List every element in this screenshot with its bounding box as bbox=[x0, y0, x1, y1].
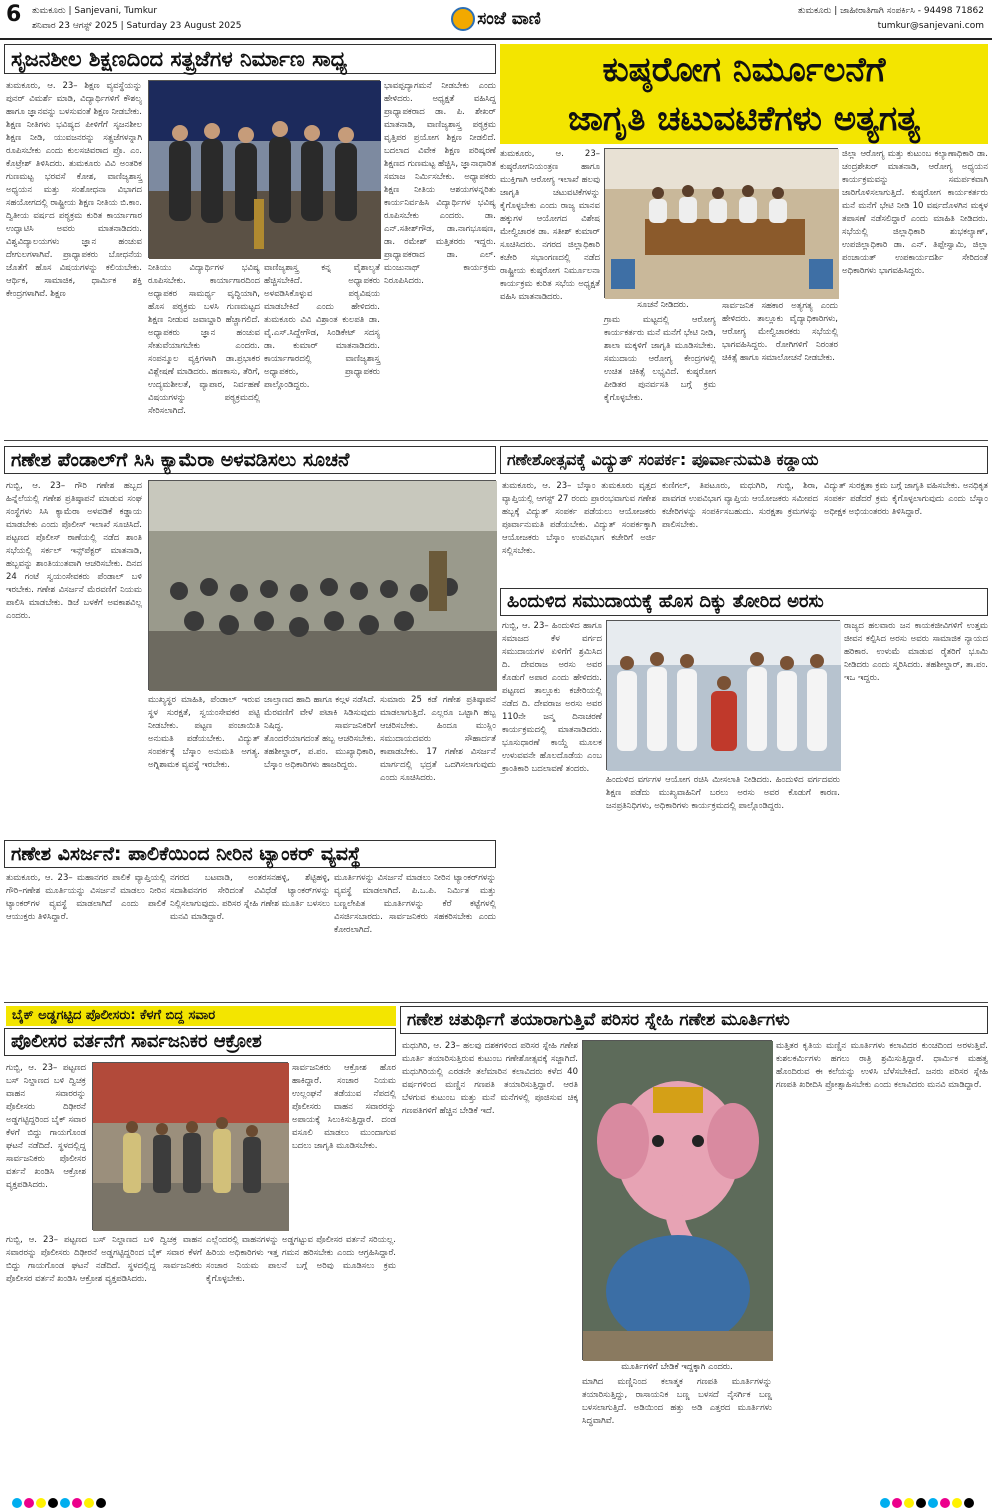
photo-caption: ಸೂಚನೆ ನೀಡಿದರು. bbox=[637, 300, 689, 310]
article-column: ಗುಬ್ಬಿ, ಆ. 23– ಗೌರಿ ಗಣೇಶ ಹಬ್ಬದ ಹಿನ್ನೆಲೆಯಲ್ಲಿ ಗಣೇಶ ಪ್ರತಿಷ್ಠಾಪನೆ ಮಾಡುವ ಸಂಘ ಸಂಸ್ಥೆಗಳು ಸಿಸಿ ಕ್ಯಾಮೆರಾ ಅಳವಡಿಕೆ ಕಡ್ಡಾಯ ಮಾಡಬೇಕು ಎಂದು ಪೊಲೀಸ್ ಇಲಾಖೆ ಸೂಚಿಸಿದೆ. ಪಟ್ಟಣದ ಪೊಲೀಸ್ ಠಾಣೆಯಲ್ಲಿ ನಡೆದ ಶಾಂತಿ ಸಭೆಯಲ್ಲಿ ಸರ್ಕಲ್ ಇನ್ಸ್‌ಪೆಕ್ಟರ್ ಮಾತನಾಡಿ, ಹಬ್ಬವನ್ನು ಶಾಂತಿಯುತವಾಗಿ ಆಚರಿಸಬೇಕು. ದಿನದ 24 ಗಂಟೆ ಸ್ವಯಂಸೇವಕರು ಪೆಂಡಾಲ್ ಬಳಿ ಇರಬೇಕು. ಗಣೇಶ ವಿಸರ್ಜನೆ ಮೆರವಣಿಗೆ ನಿಯಮ ಪಾಲಿಸಿ ಮಾಡಬೇಕು. ಡಿಜೆ ಬಳಕೆಗೆ ಅವಕಾಶವಿಲ್ಲ ಎಂದರು. bbox=[6, 481, 142, 621]
article-headline: ಕುಷ್ಠರೋಗ ನಿರ್ಮೂಲನೆಗೆ bbox=[500, 44, 988, 96]
article-headline: ಹಿಂದುಳಿದ ಸಮುದಾಯಕ್ಕೆ ಹೊಸ ದಿಕ್ಕು ತೋರಿದ ಅರಸು bbox=[500, 588, 988, 616]
article-column: ನೀತಿಯು ವಿದ್ಯಾರ್ಥಿಗಳ ಭವಿಷ್ಯ ರೂಪಿಸಬೇಕು. ಕಾರ್ಯಾಗಾರದಿಂದ ಅಧ್ಯಾಪಕರ ಸಾಮರ್ಥ್ಯ ವೃದ್ಧಿಯಾಗಿ, ಹೊಸ ಪಠ್ಯಕ್ರಮ ಬಳಸಿ ಗುಣಮಟ್ಟದ ಶಿಕ್ಷಣ ನೀಡುವ ಜವಾಬ್ದಾರಿ ಹೆಚ್ಚಾಗಲಿದೆ. ಅಧ್ಯಾಪಕರು ಜ್ಞಾನ ಹಂಚುವ ಸೇತುವೆಯಾಗಬೇಕು ಎಂದರು. ಸಂಪನ್ಮೂಲ ವ್ಯಕ್ತಿಗಳಾಗಿ ಡಾ.ಪ್ರಭಾಕರ ವಿಶ್ಲೇಷಣೆ ಮಾಡಿದರು. ಹಣಕಾಸು, ತೆರಿಗೆ, ಉದ್ಯಮಶೀಲತೆ, ವ್ಯಾಪಾರ, ನಿರ್ವಹಣೆ ವಿಷಯಗಳನ್ನು ಪಠ್ಯಕ್ರಮದಲ್ಲಿ ಸೇರಿಸಲಾಗಿದೆ. bbox=[148, 263, 260, 416]
article-column: ಕುಣಿಗಲ್, ತಿಪಟೂರು, ಮಧುಗಿರಿ, ಗುಬ್ಬಿ, ಶಿರಾ, ಪಾವಗಡ ಉಪವಿಭಾಗ ವ್ಯಾಪ್ತಿಯ ಆಯೋಜಕರು ಸಮೀಪದ ಕಚೇರಿಗಳನ್ನು ಸಂಪರ್ಕಿಸಬಹುದು. ಸುರಕ್ಷತಾ ಕ್ರಮಗಳನ್ನು ಪಾಲಿಸಬೇಕು. bbox=[662, 481, 818, 530]
date-line: ಶನಿವಾರ 23 ಆಗಸ್ಟ್ 2025 | Saturday 23 August 2025 bbox=[32, 21, 242, 31]
article-column: ಮಧುಗಿರಿ, ಆ. 23– ಹಲವು ದಶಕಗಳಿಂದ ಪರಿಸರ ಸ್ನೇಹಿ ಗಣೇಶ ಮೂರ್ತಿ ತಯಾರಿಸುತ್ತಿರುವ ಕುಟುಂಬ ಗಣೇಶೋತ್ಸವಕ್ಕೆ ಸಜ್ಜಾಗಿದೆ. ಮಧುಗಿರಿಯಲ್ಲಿ ಎರಡನೇ ತಲೆಮಾರಿನ ಕಲಾವಿದರು ಕಳೆದ 40 ವರ್ಷಗಳಿಂದ ಮಣ್ಣಿನ ಗಣಪತಿ ತಯಾರಿಸುತ್ತಿದ್ದಾರೆ. ಆರತಿ ಬೆಳಗುವ ಕುಟುಂಬ ಮತ್ತು ಮನೆ ಮನೆಗಳಲ್ಲಿ ಪೂಜಿಸುವ ಚಿಕ್ಕ ಗಣಪತಿಗಳಿಗೆ ಹೆಚ್ಚಿನ ಬೇಡಿಕೆ ಇದೆ. bbox=[402, 1041, 578, 1116]
article-column: ಸಾರ್ವಜನಿಕರು ಆಕ್ರೋಶ ಹೊರ ಹಾಕಿದ್ದಾರೆ. ಸಂಚಾರ ನಿಯಮ ಉಲ್ಲಂಘನೆ ತಡೆಯುವ ನೆಪದಲ್ಲಿ ಪೊಲೀಸರು ವಾಹನ ಸವಾರರನ್ನು ಅಪಾಯಕ್ಕೆ ಸಿಲುಕಿಸುತ್ತಿದ್ದಾರೆ. ದಂಡ ವಸೂಲಿ ಮಾಡಲು ಮುಂದಾಗುವ ಬದಲು ಜಾಗೃತಿ ಮೂಡಿಸಬೇಕು. bbox=[292, 1063, 396, 1151]
article-headline: ಜಾಗೃತಿ ಚಟುವಟಿಕೆಗಳು ಅತ್ಯಗತ್ಯ bbox=[500, 96, 988, 144]
article-column: ಸುಮಾರು 25 ಕಡೆ ಗಣೇಶ ಪ್ರತಿಷ್ಠಾಪನೆ ಮಾಡಲಾಗುತ್ತಿದೆ. ಎಲ್ಲರೂ ಒಟ್ಟಾಗಿ ಹಬ್ಬ ಆಚರಿಸಬೇಕು. ಹಿಂದೂ ಮುಸ್ಲಿಂ ಸಮುದಾಯದವರು ಸೌಹಾರ್ದತೆ ಕಾಪಾಡಬೇಕು. 17 ಗಣೇಶ ವಿಸರ್ಜನೆ ಮಾರ್ಗದಲ್ಲಿ ಭದ್ರತೆ ಒದಗಿಸಲಾಗುವುದು ಎಂದು ಸೂಚಿಸಿದರು. bbox=[380, 695, 496, 783]
article-column: ಗುಬ್ಬಿ, ಆ. 23– ಹಿಂದುಳಿದ ಹಾಗೂ ಸಮಾಜದ ಕೆಳ ವರ್ಗದ ಸಮುದಾಯಗಳ ಏಳಿಗೆಗೆ ಶ್ರಮಿಸಿದ ದಿ. ದೇವರಾಜ ಅರಸು ಅವರ ಕೊಡುಗೆ ಅಪಾರ ಎಂದು ಹೇಳಿದರು. ಪಟ್ಟಣದ ತಾಲ್ಲೂಕು ಕಚೇರಿಯಲ್ಲಿ ನಡೆದ ದಿ. ದೇವರಾಜ ಅರಸು ಅವರ 110ನೇ ಜನ್ಮ ದಿನಾಚರಣೆ ಕಾರ್ಯಕ್ರಮದಲ್ಲಿ ಮಾತನಾಡಿದರು. ಭೂಸುಧಾರಣೆ ಕಾಯ್ದೆ ಮೂಲಕ ಉಳುವವನೇ ಹೊಲದೊಡೆಯ ಎಂಬ ಕ್ರಾಂತಿಕಾರಿ ಬದಲಾವಣೆ ತಂದರು. bbox=[502, 621, 602, 774]
article-photo bbox=[148, 480, 496, 690]
article-column: ವಾಣಿಜ್ಯಶಾಸ್ತ್ರ ಕನ್ನ ವೈಶಾಲ್ಯತೆ ಹೆಚ್ಚಿಸಬೇಕಿದೆ. ಅಧ್ಯಾಪಕರು ಅಳವಡಿಸಿಕೊಳ್ಳುವ ಪಠ್ಯವಿಷಯ ಮಾಡಬೇಕಿದೆ ಎಂದು ಹೇಳಿದರು. ತುಮಕೂರು ವಿವಿ ವಿಶ್ರಾಂತ ಕುಲಪತಿ ಡಾ. ವೈ.ಎಸ್.ಸಿದ್ದೇಗೌಡ, ಸಿಂಡಿಕೇಟ್ ಸದಸ್ಯ ಡಾ. ಕುಮಾರ್ ಮಾತನಾಡಿದರು. ಕಾರ್ಯಾಗಾರದಲ್ಲಿ ವಾಣಿಜ್ಯಶಾಸ್ತ್ರ ಅಧ್ಯಾಪಕರು, ಪ್ರಾಧ್ಯಾಪಕರು ಪಾಲ್ಗೊಂಡಿದ್ದರು. bbox=[264, 263, 380, 390]
article-column: ತುಮಕೂರು, ಆ. 23– ಶಿಕ್ಷಣ ವ್ಯವಸ್ಥೆಯನ್ನು ಪುನರ್ ವಿಮರ್ಶೆ ಮಾಡಿ, ವಿದ್ಯಾರ್ಥಿಗಳಿಗೆ ಕೌಶಲ್ಯ ಹಾಗೂ ಜ್ಞಾನವನ್ನು ಬಳಸುವಂತೆ ಶಿಕ್ಷಣ ನೀಡಬೇಕು. ಶಿಕ್ಷಣ ನೀತಿಗಳು ಭವಿಷ್ಯದ ಪೀಳಿಗೆಗೆ ಸೃಜನಶೀಲ ಶಿಕ್ಷಣ ನೀಡಿ, ಯುವಜನರನ್ನು ಸತ್ಪ್ರಜೆಗಳನ್ನಾಗಿ ರೂಪಿಸಬೇಕು ಎಂದು ಕುಲಸಚಿವರಾದ ಪ್ರೊ. ಎಂ. ಕೊಟ್ರೇಶ್ ತಿಳಿಸಿದರು. ತುಮಕೂರು ವಿವಿ ಅಂತರಿಕ ಗುಣಮಟ್ಟ ಭರವಸೆ ಕೋಶ, ವಾಣಿಜ್ಯಶಾಸ್ತ್ರ ಅಧ್ಯಯನ ಮತ್ತು ಸಂಶೋಧನಾ ವಿಭಾಗದ ಸಹಯೋಗದಲ್ಲಿ ರಾಷ್ಟ್ರೀಯ ಶಿಕ್ಷಣ ನೀತಿಯ ಬಿ.ಕಾಂ. ದ್ವಿತೀಯ ವರ್ಷದ ಪಠ್ಯಕ್ರಮ ಕುರಿತ ಕಾರ್ಯಾಗಾರ ಉದ್ಘಾಟಿಸಿ ಅವರು ಮಾತನಾಡಿದರು. ವಿಶ್ವವಿದ್ಯಾಲಯಗಳು ಜ್ಞಾನ ಹಂಚುವ ದೇಗುಲಗಳಾಗಿವೆ. ಪ್ರಾಧ್ಯಾಪಕರು ಬೋಧನೆಯ ಜೊತೆಗೆ ಹೊಸ ವಿಷಯಗಳನ್ನು ಕಲಿಯಬೇಕು. ಆರ್ಥಿಕ, ಸಾಮಾಜಿಕ, ಧಾರ್ಮಿಕ ಶಕ್ತಿ ಕೇಂದ್ರಗಳಾಗಿವೆ. ಶಿಕ್ಷಣ bbox=[6, 81, 142, 299]
registration-marks bbox=[880, 1493, 990, 1505]
article-kicker: ಬೈಕ್ ಅಡ್ಡಗಟ್ಟಿದ ಪೊಲೀಸರು: ಕೆಳಗೆ ಬಿದ್ದ ಸವಾರ bbox=[6, 1006, 396, 1026]
section-divider bbox=[4, 440, 988, 441]
street-incident-photo bbox=[93, 1063, 289, 1231]
contact-email[interactable]: tumkur@sanjevani.com bbox=[877, 21, 984, 31]
article-headline: ಪೊಲೀಸರ ವರ್ತನೆಗೆ ಸಾರ್ವಜನಿಕರ ಆಕ್ರೋಶ bbox=[4, 1028, 396, 1056]
article-photo bbox=[92, 1062, 288, 1230]
section-divider bbox=[4, 1002, 988, 1003]
masthead bbox=[0, 0, 992, 40]
meeting-photo bbox=[605, 149, 839, 299]
article-column: ತುಮಕೂರು, ಆ. 23– ಮಹಾನಗರ ಪಾಲಿಕೆ ವ್ಯಾಪ್ತಿಯಲ್ಲಿ ಗೌರಿ–ಗಣೇಶ ಮೂರ್ತಿಯನ್ನು ವಿಸರ್ಜನೆ ಮಾಡಲು ನೀರಿನ ಟ್ಯಾಂಕರ್‌ಗಳ ವ್ಯವಸ್ಥೆ ಮಾಡಲಾಗಿದೆ ಎಂದು ಪಾಲಿಕೆ ಆಯುಕ್ತರು ತಿಳಿಸಿದ್ದಾರೆ. bbox=[6, 873, 166, 922]
article-photo bbox=[148, 80, 380, 258]
logo-text: ಸಂಜೆ ವಾಣಿ bbox=[477, 9, 541, 29]
article-column: ವಿದ್ಯುತ್ ಸುರಕ್ಷತಾ ಕ್ರಮ ಬಗ್ಗೆ ಜಾಗೃತಿ ವಹಿಸಬೇಕು. ಅನಧಿಕೃತ ಸಂಪರ್ಕ ಪಡೆದರೆ ಕ್ರಮ ಕೈಗೊಳ್ಳಲಾಗುವುದು ಎಂದು ಬೆಸ್ಕಾಂ ಅಧೀಕ್ಷಕ ಅಭಿಯಂತರರು ತಿಳಿಸಿದ್ದಾರೆ. bbox=[824, 481, 988, 517]
article-column: ಭಾವಪ್ಪದ್ಯಾಗಮನೆ ನೀಡಬೇಕು ಎಂದು ಹೇಳಿದರು. ಅಧ್ಯಕ್ಷತೆ ವಹಿಸಿದ್ದ ಪ್ರಾಧ್ಯಾಪಕರಾದ ಡಾ. ಪಿ. ಶೇಖರ್ ಮಾತನಾಡಿ, ವಾಣಿಜ್ಯಶಾಸ್ತ್ರ ಪಠ್ಯಕ್ರಮ ವೃತ್ತಿಪರ ಪ್ರಯೋಗ ಶಿಕ್ಷಣ ನೀಡಲಿದೆ. ಬದಲಾದ ವಿವೇಕ ಶಿಕ್ಷಣ ಪರಿಷ್ಕರಣೆ ಶಿಕ್ಷಣದ ಗುಣಮಟ್ಟ ಹೆಚ್ಚಿಸಿ, ಜ್ಞಾನಾಧಾರಿತ ಸಮಾಜ ನಿರ್ಮಿಸಬೇಕು. ಅಧ್ಯಾಪಕರು ಶಿಕ್ಷಣ ನೀತಿಯ ಆಶಯಗಳನ್ನರಿತು ಕಾರ್ಯನಿರ್ವಹಿಸಿ ವಿದ್ಯಾರ್ಥಿಗಳ ಭವಿಷ್ಯ ರೂಪಿಸಬೇಕು ಎಂದರು. ಡಾ. ಎನ್.ಸತೀಶ್‌ಗೌಡ, ಡಾ.ನಾಗಭೂಷಣ, ಡಾ. ರಮೇಶ್ ಮತ್ತಿತರರು ಇದ್ದರು. ಪ್ರಾಧ್ಯಾಪಕರಾದ ಡಾ. ಎಲ್. ಮಂಜುನಾಥ್ ಕಾರ್ಯಕ್ರಮ ನಿರೂಪಿಸಿದರು. bbox=[384, 81, 496, 286]
newspaper-logo bbox=[440, 4, 550, 34]
registration-marks bbox=[12, 1493, 132, 1505]
article-headline: ಸೃಜನಶೀಲ ಶಿಕ್ಷಣದಿಂದ ಸತ್ಪ್ರಜೆಗಳ ನಿರ್ಮಾಣ ಸಾಧ್ಯ bbox=[4, 44, 496, 74]
article-column: ಮೂರ್ತಿಗಳನ್ನು ವಿಸರ್ಜನೆ ಮಾಡಲು ನೀರಿನ ಟ್ಯಾಂಕರ್‌ಗಳನ್ನು ವ್ಯವಸ್ಥೆ ಮಾಡಲಾಗಿದೆ. ಪಿ.ಒ.ಪಿ. ನಿರ್ಮಿತ ಮತ್ತು ಬಣ್ಣಲೇಪಿತ ಮೂರ್ತಿಗಳನ್ನು ಕೆರೆ ಕಟ್ಟೆಗಳಲ್ಲಿ ವಿಸರ್ಜಿಸಬಾರದು. ಸಾರ್ವಜನಿಕರು ಸಹಕರಿಸಬೇಕು ಎಂದು ಕೋರಲಾಗಿದೆ. bbox=[334, 873, 496, 935]
photo-caption: ಮೂರ್ತಿಗಳಿಗೆ ಬೇಡಿಕೆ ಇದ್ದಕ್ಕಾಗಿ ಎಂದರು. bbox=[621, 1362, 733, 1372]
article-column: ಎಲ್ಲೆಂದರಲ್ಲಿ ವಾಹನಗಳನ್ನು ಅಡ್ಡಗಟ್ಟುವ ಪೊಲೀಸರ ವರ್ತನೆ ಸರಿಯಲ್ಲ. ಹಿರಿಯ ಅಧಿಕಾರಿಗಳು ಇತ್ತ ಗಮನ ಹರಿಸಬೇಕು ಎಂದು ಆಗ್ರಹಿಸಿದ್ದಾರೆ. ಸಂಚಾರ ನಿಯಮ ಪಾಲನೆ ಬಗ್ಗೆ ಅರಿವು ಮೂಡಿಸಲು ಕ್ರಮ ಕೈಗೊಳ್ಳಬೇಕು. bbox=[206, 1235, 396, 1284]
article-photo bbox=[604, 148, 838, 298]
article-photo bbox=[582, 1040, 772, 1360]
edition-line: ತುಮಕೂರು | Sanjevani, Tumkur bbox=[32, 6, 158, 16]
felicitation-photo bbox=[607, 621, 841, 771]
ganesha-idol-photo bbox=[583, 1041, 773, 1361]
ceremony-photo bbox=[149, 81, 381, 259]
article-column: ತುಮಕೂರು, ಆ. 23– ಕುಷ್ಠರೋಗನಿಯಂತ್ರಣ ಹಾಗೂ ಮುಕ್ತಿಗಾಗಿ ಆರೋಗ್ಯ ಇಲಾಖೆ ಹಲವು ಜಾಗೃತಿ ಚಟುವಟಿಕೆಗಳನ್ನು ಕೈಗೊಳ್ಳಬೇಕು ಎಂದು ರಾಜ್ಯ ಮಾನವ ಹಕ್ಕುಗಳ ಆಯೋಗದ ವಿಶೇಷ ಮೇಲ್ವಿಚಾರಕ ಡಾ. ಸತೀಶ್ ಕುಮಾರ್ ಸೂಚಿಸಿದರು. ನಗರದ ಜಿಲ್ಲಾಧಿಕಾರಿ ಕಚೇರಿ ಸಭಾಂಗಣದಲ್ಲಿ ನಡೆದ ರಾಷ್ಟ್ರೀಯ ಕುಷ್ಠರೋಗ ನಿರ್ಮೂಲನಾ ಕಾರ್ಯಕ್ರಮ ಕುರಿತ ಸಭೆಯ ಅಧ್ಯಕ್ಷತೆ ವಹಿಸಿ ಮಾತನಾಡಿದರು. bbox=[500, 149, 600, 302]
article-column: ಗುಬ್ಬಿ, ಆ. 23– ಪಟ್ಟಣದ ಬಸ್ ನಿಲ್ದಾಣದ ಬಳಿ ದ್ವಿಚಕ್ರ ವಾಹನ ಸವಾರರನ್ನು ಪೊಲೀಸರು ದಿಢೀರನೆ ಅಡ್ಡಗಟ್ಟಿದ್ದರಿಂದ ಬೈಕ್ ಸವಾರ ಕೆಳಗೆ ಬಿದ್ದು ಗಾಯಗೊಂಡ ಘಟನೆ ನಡೆದಿದೆ. ಸ್ಥಳದಲ್ಲಿದ್ದ ಸಾರ್ವಜನಿಕರು ಪೊಲೀಸರ ವರ್ತನೆ ಖಂಡಿಸಿ ಆಕ್ರೋಶ ವ್ಯಕ್ತಪಡಿಸಿದರು. bbox=[6, 1063, 86, 1190]
article-column: ಸಾರ್ವಜನಿಕ ಸಹಕಾರ ಅತ್ಯಗತ್ಯ ಎಂದು ಹೇಳಿದರು. ತಾಲ್ಲೂಕು ವೈದ್ಯಾಧಿಕಾರಿಗಳು, ಆರೋಗ್ಯ ಮೇಲ್ವಿಚಾರಕರು ಸಭೆಯಲ್ಲಿ ಭಾಗವಹಿಸಿದ್ದರು. ರೋಗಿಗಳಿಗೆ ನಿರಂತರ ಚಿಕಿತ್ಸೆ ಹಾಗೂ ಸಮಾಲೋಚನೆ ನೀಡಬೇಕು. bbox=[722, 301, 838, 363]
article-column: ಗ್ರಾಮ ಮಟ್ಟದಲ್ಲಿ ಆರೋಗ್ಯ ಕಾರ್ಯಕರ್ತರು ಮನೆ ಮನೆಗೆ ಭೇಟಿ ನೀಡಿ, ಶಾಲಾ ಮಕ್ಕಳಿಗೆ ಜಾಗೃತಿ ಮೂಡಿಸಬೇಕು. ಸಮುದಾಯ ಆರೋಗ್ಯ ಕೇಂದ್ರಗಳಲ್ಲಿ ಉಚಿತ ಚಿಕಿತ್ಸೆ ಲಭ್ಯವಿದೆ. ಕುಷ್ಠರೋಗ ಪೀಡಿತರ ಪುನರ್ವಸತಿ ಬಗ್ಗೆ ಕ್ರಮ ಕೈಗೊಳ್ಳಬೇಕು. bbox=[604, 315, 716, 403]
article-column: ಮುಖ್ಯಸ್ಥರ ಮಾಹಿತಿ, ಪೆಂಡಾಲ್ ಇರುವ ಸ್ಥಳ ಸುರಕ್ಷತೆ, ಸ್ವಯಂಸೇವಕರ ಪಟ್ಟಿ ನೀಡಬೇಕು. ಪಟ್ಟಣ ಪಂಚಾಯಿತಿ ಅನುಮತಿ ಪಡೆಯಬೇಕು. ವಿದ್ಯುತ್ ಸಂಪರ್ಕಕ್ಕೆ ಬೆಸ್ಕಾಂ ಅನುಮತಿ ಅಗತ್ಯ. ಅಗ್ನಿಶಾಮಕ ವ್ಯವಸ್ಥೆ ಇರಬೇಕು. bbox=[148, 695, 260, 770]
article-column: ಗುಬ್ಬಿ, ಆ. 23– ಪಟ್ಟಣದ ಬಸ್ ನಿಲ್ದಾಣದ ಬಳಿ ದ್ವಿಚಕ್ರ ವಾಹನ ಸವಾರರನ್ನು ಪೊಲೀಸರು ದಿಢೀರನೆ ಅಡ್ಡಗಟ್ಟಿದ್ದರಿಂದ ಬೈಕ್ ಸವಾರ ಕೆಳಗೆ ಬಿದ್ದು ಗಾಯಗೊಂಡ ಘಟನೆ ನಡೆದಿದೆ. ಸ್ಥಳದಲ್ಲಿದ್ದ ಸಾರ್ವಜನಿಕರು ಪೊಲೀಸರ ವರ್ತನೆ ಖಂಡಿಸಿ ಆಕ್ರೋಶ ವ್ಯಕ್ತಪಡಿಸಿದರು. bbox=[6, 1235, 202, 1284]
article-photo bbox=[606, 620, 840, 770]
article-column: ಹಿಂದುಳಿದ ವರ್ಗಗಳ ಆಯೋಗ ರಚಿಸಿ ಮೀಸಲಾತಿ ನೀಡಿದರು. ಹಿಂದುಳಿದ ವರ್ಗದವರು ಶಿಕ್ಷಣ ಪಡೆದು ಮುಖ್ಯವಾಹಿನಿಗೆ ಬರಲು ಅರಸು ಅವರ ಕೊಡುಗೆ ಕಾರಣ. ಜನಪ್ರತಿನಿಧಿಗಳು, ಅಧಿಕಾರಿಗಳು ಕಾರ್ಯಕ್ರಮದಲ್ಲಿ ಪಾಲ್ಗೊಂಡಿದ್ದರು. bbox=[606, 775, 840, 811]
sun-emblem-icon bbox=[451, 7, 475, 31]
page-number: 6 bbox=[6, 2, 22, 27]
article-column: ನಗರದ ಬಟವಾಡಿ, ಅಂತರಸನಹಳ್ಳಿ, ಶೆಟ್ಟಿಹಳ್ಳಿ, ಸದಾಶಿವನಗರ ಸೇರಿದಂತೆ ವಿವಿಧೆಡೆ ಟ್ಯಾಂಕರ್‌ಗಳನ್ನು ನಿಲ್ಲಿಸಲಾಗುವುದು. ಪರಿಸರ ಸ್ನೇಹಿ ಗಣೇಶ ಮೂರ್ತಿ ಬಳಸಲು ಮನವಿ ಮಾಡಿದ್ದಾರೆ. bbox=[170, 873, 330, 922]
article-column: ಮಾಗಿದ ಮಣ್ಣಿನಿಂದ ಕಲಾತ್ಮಕ ಗಣಪತಿ ಮೂರ್ತಿಗಳನ್ನು ತಯಾರಿಸುತ್ತಿದ್ದು, ರಾಸಾಯನಿಕ ಬಣ್ಣ ಬಳಸದೆ ನೈಸರ್ಗಿಕ ಬಣ್ಣ ಬಳಸಲಾಗುತ್ತಿದೆ. ಅಡಿಯಿಂದ ಹತ್ತು ಅಡಿ ಎತ್ತರದ ಮೂರ್ತಿಗಳು ಸಿದ್ಧವಾಗಿವೆ. bbox=[582, 1377, 772, 1426]
article-column: ಮತ್ತಿತರ ಕೃತಿಯ ಮಣ್ಣಿನ ಮೂರ್ತಿಗಳು ಕಲಾವಿದರ ಕುಂಚದಿಂದ ಅರಳುತ್ತಿವೆ. ಕುಶಲಕರ್ಮಿಗಳು ಹಗಲು ರಾತ್ರಿ ಶ್ರಮಿಸುತ್ತಿದ್ದಾರೆ. ಧಾರ್ಮಿಕ ಮಹತ್ವ ಹೊಂದಿರುವ ಈ ಕಲೆಯನ್ನು ಉಳಿಸಿ ಬೆಳೆಸಬೇಕಿದೆ. ಜನರು ಪರಿಸರ ಸ್ನೇಹಿ ಗಣಪತಿ ಖರೀದಿಸಿ ಪ್ರೋತ್ಸಾಹಿಸಬೇಕು ಎಂದು ಕಲಾವಿದರು ಮನವಿ ಮಾಡಿದ್ದಾರೆ. bbox=[776, 1041, 988, 1090]
article-column: ರಾಜ್ಯದ ಹಲವಾರು ಜನ ಕಾಯಕಜೀವಿಗಳಿಗೆ ಉತ್ತಮ ಜೀವನ ಕಲ್ಪಿಸಿದ ಅರಸು ಅವರು ಸಾಮಾಜಿಕ ನ್ಯಾಯದ ಹರಿಕಾರ. ಉಳುಮೆ ಮಾಡುವ ರೈತರಿಗೆ ಭೂಮಿ ನೀಡಿದರು ಎಂದು ಸ್ಮರಿಸಿದರು. ತಹಶೀಲ್ದಾರ್, ತಾ.ಪಂ. ಇಒ ಇದ್ದರು. bbox=[844, 621, 988, 683]
article-headline: ಗಣೇಶೋತ್ಸವಕ್ಕೆ ವಿದ್ಯುತ್ ಸಂಪರ್ಕ: ಪೂರ್ವಾನುಮತಿ ಕಡ್ಡಾಯ bbox=[500, 446, 988, 474]
meeting-crowd-photo bbox=[149, 481, 497, 691]
article-headline: ಗಣೇಶ ಪೆಂಡಾಲ್‌ಗೆ ಸಿಸಿ ಕ್ಯಾಮೆರಾ ಅಳವಡಿಸಲು ಸೂಚನೆ bbox=[4, 446, 496, 474]
article-column: ತುಮಕೂರು, ಆ. 23– ಬೆಸ್ಕಾಂ ತುಮಕೂರು ವೃತ್ತದ ವ್ಯಾಪ್ತಿಯಲ್ಲಿ ಆಗಸ್ಟ್ 27 ರಂದು ಪ್ರಾರಂಭವಾಗುವ ಗಣೇಶ ಹಬ್ಬಕ್ಕೆ ವಿದ್ಯುತ್ ಸಂಪರ್ಕ ಪಡೆಯಲು ಆಯೋಜಕರು ಪೂರ್ವಾನುಮತಿ ಪಡೆಯಬೇಕು. ವಿದ್ಯುತ್ ಸಂಪರ್ಕಕ್ಕಾಗಿ ಆಯೋಜಕರು ಬೆಸ್ಕಾಂ ಉಪವಿಭಾಗ ಕಚೇರಿಗೆ ಅರ್ಜಿ ಸಲ್ಲಿಸಬೇಕು. bbox=[502, 481, 656, 556]
article-column: ಜಿಲ್ಲಾ ಆರೋಗ್ಯ ಮತ್ತು ಕುಟುಂಬ ಕಲ್ಯಾಣಾಧಿಕಾರಿ ಡಾ. ಚಂದ್ರಶೇಖರ್ ಮಾತನಾಡಿ, ಆರೋಗ್ಯ ಅಧ್ಯಯನ ಕಾರ್ಯಕ್ರಮವನ್ನು ಸಮರ್ಪಕವಾಗಿ ಜಾರಿಗೊಳಿಸಲಾಗುತ್ತಿದೆ. ಕುಷ್ಠರೋಗ ಕಾರ್ಯಕರ್ತರು ಮನೆ ಮನೆಗೆ ಭೇಟಿ ನೀಡಿ 10 ವರ್ಷದೊಳಗಿನ ಮಕ್ಕಳ ತಪಾಸಣೆ ನಡೆಸಲಿದ್ದಾರೆ ಎಂದು ಮಾಹಿತಿ ನೀಡಿದರು. ಸಭೆಯಲ್ಲಿ ಜಿಲ್ಲಾಧಿಕಾರಿ ಶುಭಕಲ್ಯಾಣ್, ಉಪಜಿಲ್ಲಾಧಿಕಾರಿ ಡಾ. ಎನ್. ತಿಪ್ಪೇಸ್ವಾಮಿ, ಜಿಲ್ಲಾ ಪಂಚಾಯತ್ ಉಪಕಾರ್ಯದರ್ಶಿ ಸೇರಿದಂತೆ ಅಧಿಕಾರಿಗಳು ಭಾಗವಹಿಸಿದ್ದರು. bbox=[842, 149, 988, 276]
article-headline: ಗಣೇಶ ಚತುರ್ಥಿಗೆ ತಯಾರಾಗುತ್ತಿವೆ ಪರಿಸರ ಸ್ನೇಹಿ ಗಣೇಶ ಮೂರ್ತಿಗಳು bbox=[400, 1006, 988, 1034]
article-headline: ಗಣೇಶ ವಿಸರ್ಜನೆ: ಪಾಲಿಕೆಯಿಂದ ನೀರಿನ ಟ್ಯಾಂಕರ್ ವ್ಯವಸ್ಥೆ bbox=[4, 840, 496, 868]
advert-contact: ತುಮಕೂರು | ಜಾಹೀರಾತಿಗಾಗಿ ಸಂಪರ್ಕಿಸಿ - 94498 71862 bbox=[797, 6, 984, 16]
article-column: ಜಾಲ್ತಾಣದ ಹಾದಿ ಹಾಗೂ ಕಲ್ಗಳ ನಡೆಸಿದೆ. ಮೆರವಣಿಗೆ ವೇಳೆ ಪಟಾಕಿ ಸಿಡಿಸುವುದು ನಿಷಿದ್ಧ. ಸಾರ್ವಜನಿಕರಿಗೆ ತೊಂದರೆಯಾಗದಂತೆ ಹಬ್ಬ ಆಚರಿಸಬೇಕು. ತಹಶೀಲ್ದಾರ್, ಪ.ಪಂ. ಮುಖ್ಯಾಧಿಕಾರಿ, ಬೆಸ್ಕಾಂ ಅಧಿಕಾರಿಗಳು ಹಾಜರಿದ್ದರು. bbox=[264, 695, 376, 770]
